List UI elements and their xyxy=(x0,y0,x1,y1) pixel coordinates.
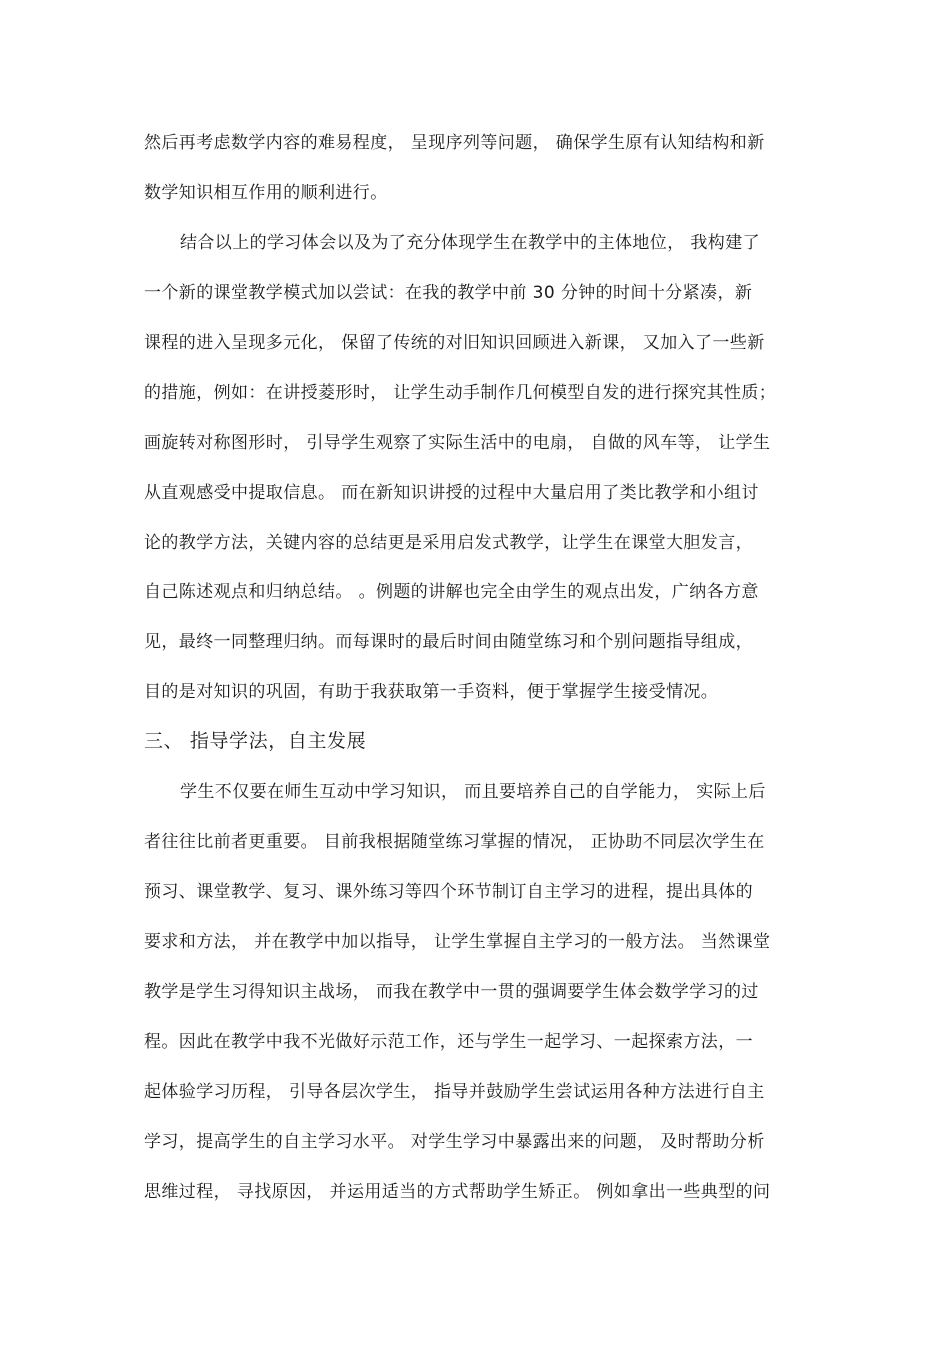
text-line: 见，最终一同整理归纳。而每课时的最后时间由随堂练习和个别问题指导组成， xyxy=(144,632,753,652)
text-line: 从直观感受中提取信息。 而在新知识讲授的过程中大量启用了类比教学和小组讨 xyxy=(144,483,759,503)
text-line: 数学知识相互作用的顺利进行。 xyxy=(144,183,388,203)
text-line: 目的是对知识的巩固，有助于我获取第一手资料，便于掌握学生接受情况。 xyxy=(144,682,719,702)
paragraph-first-line: 学生不仅要在师生互动中学习知识， 而且要培养自己的自学能力， 实际上后 xyxy=(180,782,766,802)
text-line: 思维过程， 寻找原因， 并运用适当的方式帮助学生矫正。 例如拿出一些典型的问 xyxy=(144,1182,771,1202)
text-line: 的措施，例如：在讲授菱形时， 让学生动手制作几何模型自发的进行探究其性质； xyxy=(144,383,777,403)
text-line: 论的教学方法，关键内容的总结更是采用启发式教学，让学生在课堂大胆发言， xyxy=(144,533,753,553)
text-line: 学习，提高学生的自主学习水平。 对学生学习中暴露出来的问题， 及时帮助分析 xyxy=(144,1132,765,1152)
text-line: 然后再考虑数学内容的难易程度， 呈现序列等问题， 确保学生原有认知结构和新 xyxy=(144,133,765,153)
text-line: 者往往比前者更重要。 目前我根据随堂练习掌握的情况， 正协助不同层次学生在 xyxy=(144,832,765,852)
text-line: 一个新的课堂教学模式加以尝试：在我的教学中前 30 分钟的时间十分紧凑，新 xyxy=(144,283,753,303)
text-line: 课程的进入呈现多元化， 保留了传统的对旧知识回顾进入新课， 又加入了一些新 xyxy=(144,333,765,353)
text-line: 起体验学习历程， 引导各层次学生， 指导并鼓励学生尝试运用各种方法进行自主 xyxy=(144,1082,765,1102)
text-line: 自己陈述观点和归纳总结。 。例题的讲解也完全由学生的观点出发，广纳各方意 xyxy=(144,582,759,602)
text-line: 预习、课堂教学、复习、课外练习等四个环节制订自主学习的进程，提出具体的 xyxy=(144,882,753,902)
paragraph-first-line: 结合以上的学习体会以及为了充分体现学生在教学中的主体地位， 我构建了 xyxy=(180,233,761,253)
text-line: 要求和方法， 并在教学中加以指导， 让学生掌握自主学习的一般方法。 当然课堂 xyxy=(144,932,771,952)
section-heading: 三、 指导学法，自主发展 xyxy=(144,730,367,752)
text-line: 画旋转对称图形时， 引导学生观察了实际生活中的电扇， 自做的风车等， 让学生 xyxy=(144,433,771,453)
text-line: 程。因此在教学中我不光做好示范工作，还与学生一起学习、一起探索方法，一 xyxy=(144,1032,753,1052)
text-line: 教学是学生习得知识主战场， 而我在教学中一贯的强调要学生体会数学学习的过 xyxy=(144,982,759,1002)
